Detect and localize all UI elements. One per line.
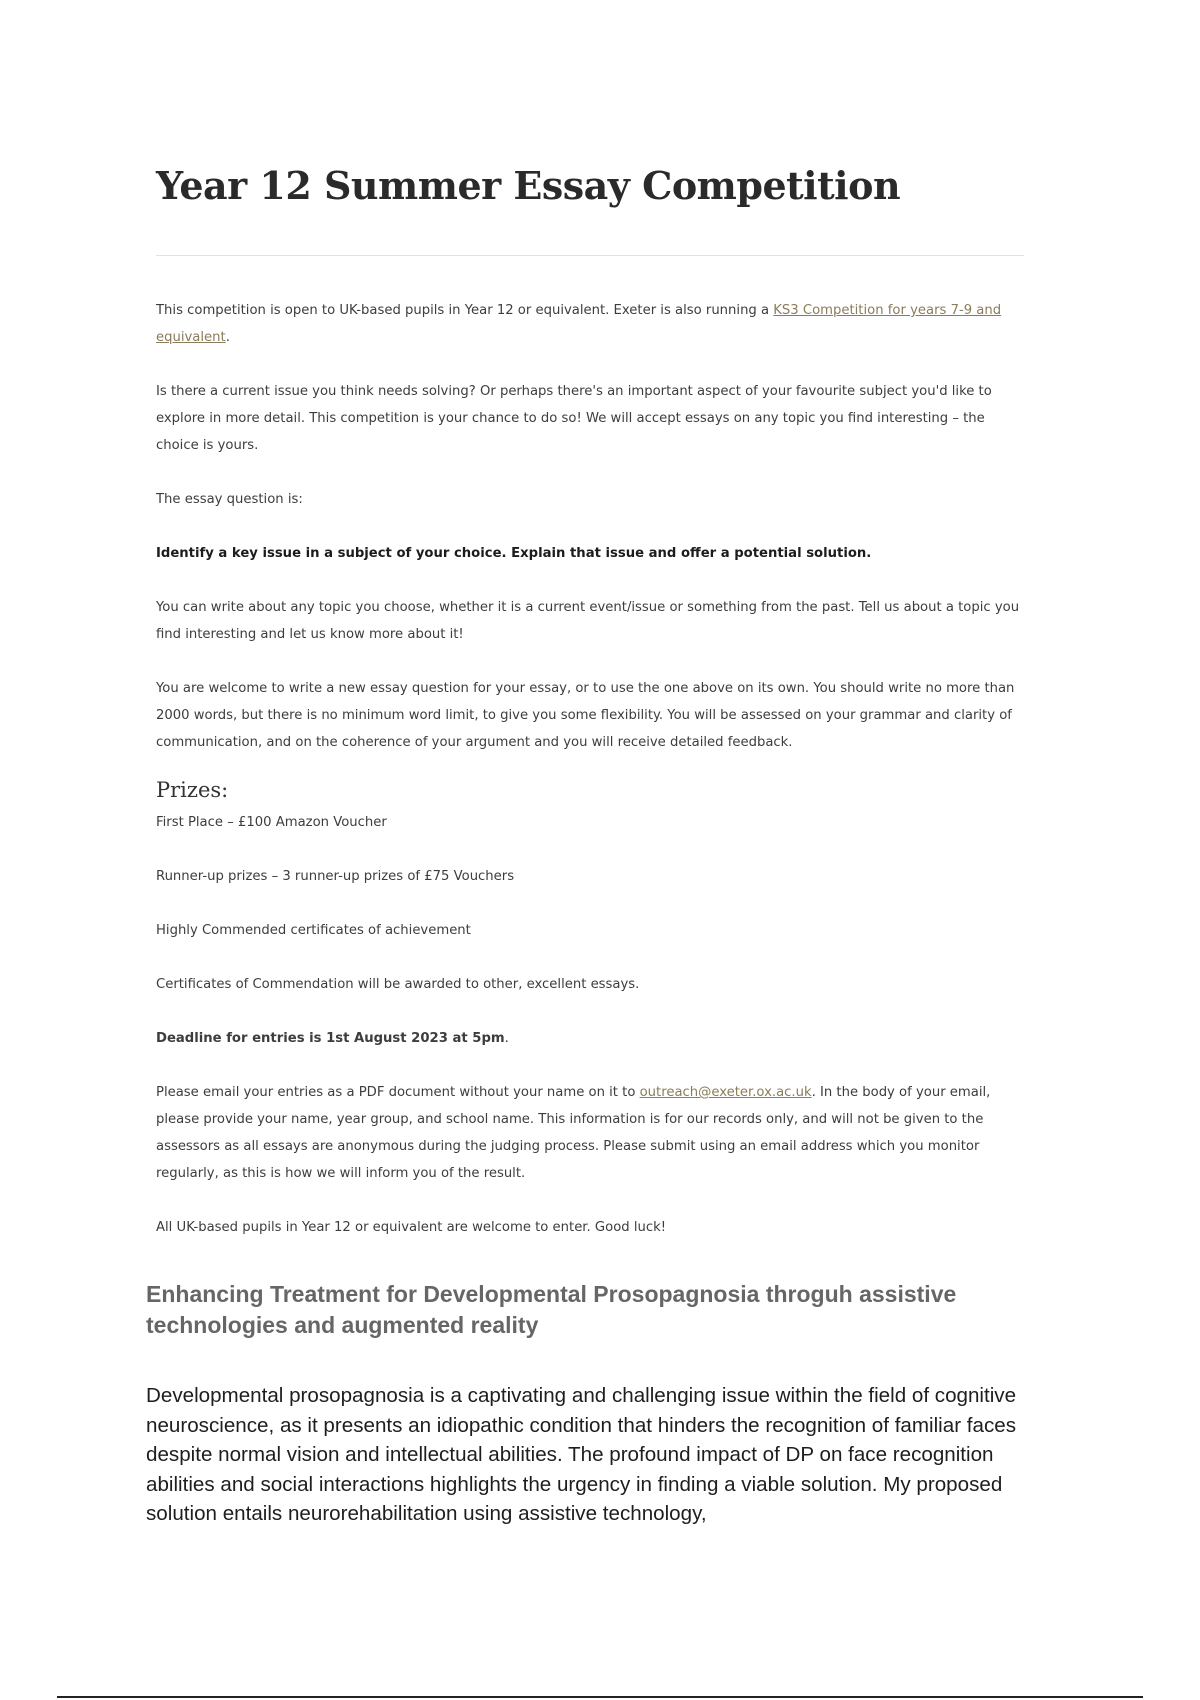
submission-after: . In the body of your email, please provide your name, year group, and school name. This information is for our records only, and will not be given to the assessors as all essays are anonymous during the judging process. Please submit using an email address which you monitor regularly, as this is how we will inform you of the result. <box>156 1085 991 1181</box>
prizes-heading: Prizes: <box>156 778 229 802</box>
essay-title: Enhancing Treatment for Developmental Prosopagnosia throguh assistive technologies and augmented reality <box>146 1281 957 1338</box>
page-bottom-border <box>57 1696 1143 1698</box>
intro-text: This competition is open to UK-based pupils in Year 12 or equivalent. Exeter is also running a <box>156 303 774 318</box>
page-title: Year 12 Summer Essay Competition <box>156 163 901 208</box>
intro-after: . <box>225 330 230 345</box>
ks3-competition-link[interactable]: KS3 Competition for years 7-9 and equivalent <box>156 303 1002 345</box>
topic-paragraph: You can write about any topic you choose, whether it is a current event/issue or something from the past. Tell us about a topic you find interesting and let us know more about it! <box>156 600 1020 642</box>
guidance-paragraph: You are welcome to write a new essay question for your essay, or to use the one above on its own. You should write no more than 2000 words, but there is no minimum word limit, to give you some flexibility. You will be assessed on your grammar and clarity of communication, and on the coherence of your argument and you will receive detailed feedback. <box>156 681 1015 750</box>
intro-paragraph <box>156 297 1026 351</box>
issue-paragraph: Is there a current issue you think needs solving? Or perhaps there's an important aspect of your favourite subject you'd like to explore in more detail. This competition is your chance to do so! We will accept essays on any topic you find interesting – the choice is yours. <box>156 384 992 453</box>
deadline-text: Deadline for entries is 1st August 2023 at 5pm <box>156 1031 505 1046</box>
essay-body: Developmental prosopagnosia is a captivating and challenging issue within the field of cognitive neuroscience, as it presents an idiopathic condition that hinders the recognition of familiar faces despite normal vision and intellectual abilities. The profound impact of DP on face recognition abilities and social interactions highlights the urgency in finding a viable solution. My proposed solution entails neurorehabilitation using assistive technology, <box>146 1384 1017 1525</box>
deadline-after: . <box>504 1031 509 1046</box>
submission-paragraph <box>156 1079 1026 1187</box>
competition-description <box>156 297 1026 1268</box>
outreach-email-link[interactable]: outreach@exeter.ox.ac.uk <box>639 1085 812 1100</box>
question-intro: The essay question is: <box>156 492 303 507</box>
title-divider <box>156 255 1024 256</box>
deadline-paragraph <box>156 1025 1026 1052</box>
prize-item: Highly Commended certificates of achievement <box>156 923 471 938</box>
submission-before: Please email your entries as a PDF document without your name on it to <box>156 1085 640 1100</box>
prize-item: First Place – £100 Amazon Voucher <box>156 815 387 830</box>
essay-question: Identify a key issue in a subject of your choice. Explain that issue and offer a potential solution. <box>156 546 872 561</box>
prize-item: Runner-up prizes – 3 runner-up prizes of £75 Vouchers <box>156 869 515 884</box>
closing-paragraph: All UK-based pupils in Year 12 or equivalent are welcome to enter. Good luck! <box>156 1220 667 1235</box>
prize-item: Certificates of Commendation will be awarded to other, excellent essays. <box>156 977 640 992</box>
